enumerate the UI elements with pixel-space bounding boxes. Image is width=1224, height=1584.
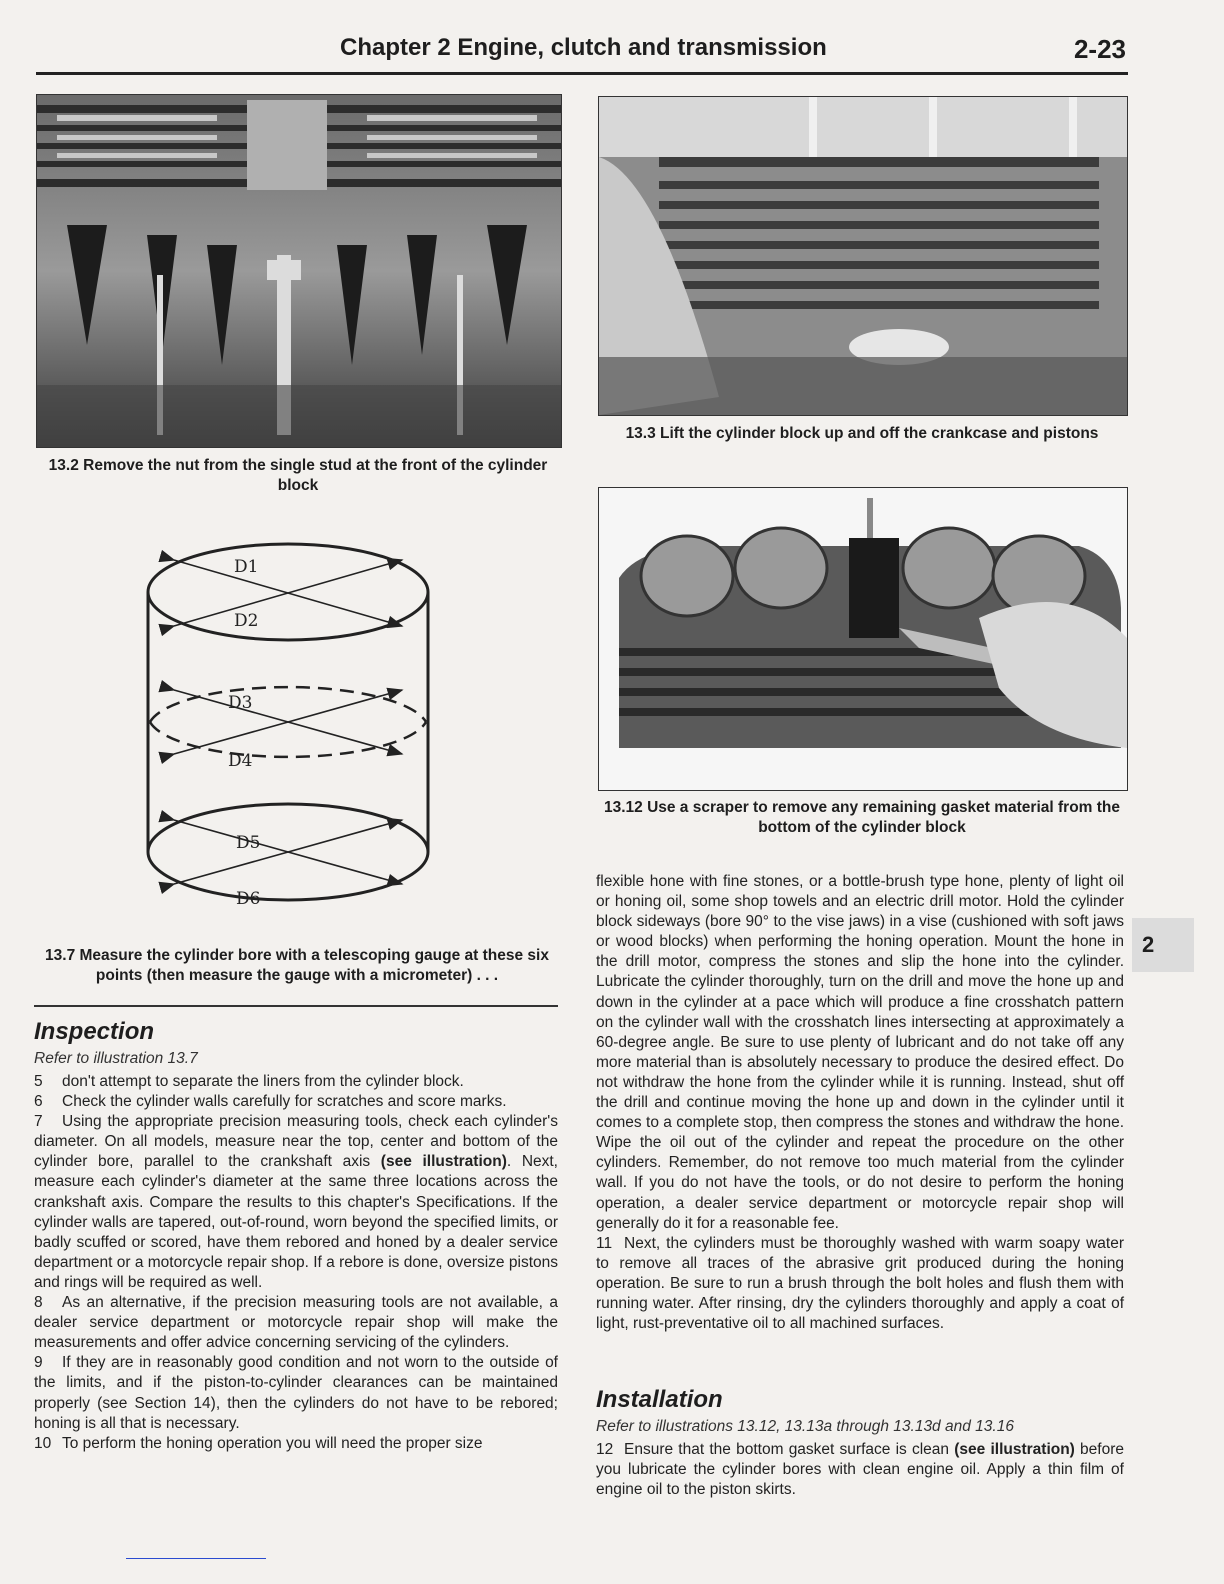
paragraph-6: 6 Check the cylinder walls carefully for scratches and score marks. [34, 1093, 507, 1111]
chapter-tab-number: 2 [1142, 932, 1155, 957]
label-d6: D6 [236, 889, 261, 909]
installation-body [596, 1440, 1124, 1500]
page-number: 2-23 [1073, 34, 1126, 64]
caption-13-3: 13.3 Lift the cylinder block up and off the crankcase and pistons [625, 425, 1099, 442]
chapter-title: Chapter 2 Engine, clutch and transmission [340, 34, 827, 61]
paragraph-10: 10 To perform the honing operation you will need the proper size [34, 1434, 483, 1452]
bore-diagram-13-7 [140, 540, 440, 910]
header-rule [36, 72, 1128, 75]
chapter-tab [1132, 918, 1194, 972]
label-d1: D1 [234, 557, 259, 577]
inspection-ref: Refer to illustration 13.7 [34, 1050, 198, 1067]
section-rule [34, 1005, 558, 1007]
paragraph-12: 12 Ensure that the bottom gasket surface is clean (see illustration) before you lubricate the cylinder bores with clean engine oil. Apply a thin film of engine oil to the piston skirts. [596, 1441, 1124, 1499]
caption-13-12: 13.12 Use a scraper to remove any remaining gasket material from the bottom of the cylinder block [603, 799, 1121, 836]
bottom-line [126, 1558, 266, 1559]
bore-middle-ellipse-bottom [150, 722, 426, 757]
bore-top-ellipse [148, 544, 428, 640]
paragraph-5: 5 don't attempt to separate the liners from the cylinder block. [34, 1073, 464, 1090]
paragraph-7: 7 Using the appropriate precision measuring tools, check each cylinder's diameter. On all models, measure near the top, center and bottom of the cylinder bore, parallel to the crankshaft axis (see illustration). Next, measure each cylinder's diameter at the same three locations across the crankshaft axis. Compare the results to this chapter's Specifications. If the cylinder walls are tapered, out-of-round, worn beyond the specified limits, or badly scuffed or scored, have them rebored and honed by a dealer service department or a motorcycle repair shop. If a rebore is done, oversize pistons and rings will be required as well. [34, 1113, 558, 1291]
right-column-body [596, 872, 1124, 1334]
bore-middle-ellipse-top [150, 687, 426, 722]
label-d2: D2 [234, 611, 259, 631]
caption-13-2: 13.2 Remove the nut from the single stud at the front of the cylinder block [48, 457, 548, 494]
photo-13-12 [598, 487, 1128, 791]
installation-ref: Refer to illustrations 13.12, 13.13a through 13.13d and 13.16 [596, 1418, 1014, 1435]
inspection-body [34, 1072, 558, 1454]
label-d5: D5 [236, 833, 261, 853]
caption-13-7: 13.7 Measure the cylinder bore with a telescoping gauge at these six points (then measure the gauge with a micrometer) . . . [45, 947, 549, 984]
paragraph-9: 9 If they are in reasonably good condition and not worn to the outside of the limits, and if the piston-to-cylinder clearances can be maintained properly (see Section 14), then the cylinders do not have to be rebored; honing is all that is necessary. [34, 1354, 558, 1432]
label-d4: D4 [228, 751, 253, 771]
photo-13-2 [36, 94, 562, 448]
heading-installation: Installation [596, 1386, 723, 1413]
paragraph-11: 11 Next, the cylinders must be thoroughly washed with warm soapy water to remove all traces of the abrasive grit produced during the honing operation. Be sure to run a brush through the bolt holes and flush them with running water. After rinsing, dry the cylinders thoroughly and apply a coat of light, rust-preventative oil to all machined surfaces. [596, 1234, 1124, 1333]
photo-13-3 [598, 96, 1128, 416]
label-d3: D3 [228, 693, 253, 713]
heading-inspection: Inspection [34, 1018, 155, 1045]
paragraph-10-continued: flexible hone with fine stones, or a bottle-brush type hone, plenty of light oil or honing oil, some shop towels and an electric drill motor. Hold the cylinder block sideways (bore 90° to the vise jaws) in a vise (cushioned with soft jaws or wood blocks) when performing the honing operation. Mount the hone in the drill motor, compress the stones and slip the hone into the cylinder. Lubricate the cylinder thoroughly, turn on the drill and move the hone up and down in the cylinder at a pace which will produce a fine crosshatch pattern on the cylinder wall with the crosshatch lines intersecting at approximately a 60-degree angle. Be sure to use plenty of lubricant and do not take off any more material than is absolutely necessary to produce the desired effect. Do not withdraw the hone from the cylinder while it is running. Instead, shut off the drill and continue moving the hone up and down in the cylinder until it comes to a complete stop, then compress the stones and withdraw the hone. Wipe the oil out of the cylinder and repeat the procedure on the other cylinders. Remember, do not remove too much material from the cylinder wall. If you do not have the tools, or do not desire to perform the honing operation, a dealer service department or motorcycle repair shop will generally do it for a reasonable fee. [596, 873, 1124, 1232]
paragraph-8: 8 As an alternative, if the precision measuring tools are not available, a dealer service department or motorcycle repair shop will make the measurements and offer advice concerning servicing of the cylinders. [34, 1294, 558, 1352]
